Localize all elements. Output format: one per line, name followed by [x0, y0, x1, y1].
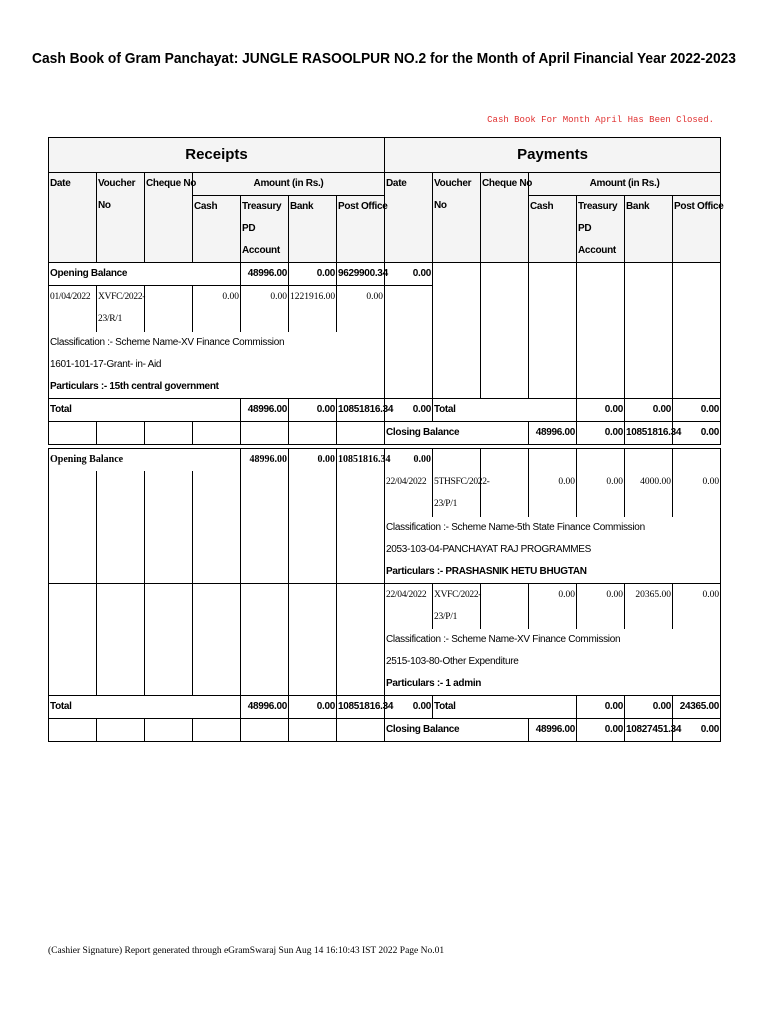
- closing-post-office: 0.00: [673, 719, 721, 742]
- col-treasury: Treasury PD Account: [241, 196, 289, 263]
- payments-total-label: Total: [433, 398, 577, 421]
- col-date: Date: [385, 173, 433, 263]
- col-date: Date: [49, 173, 97, 263]
- receipt-treasury: 0.00: [241, 286, 289, 332]
- closing-cash: 48996.00: [529, 719, 577, 742]
- opening-treasury: 0.00: [289, 448, 337, 471]
- col-post-office: Post Office: [337, 196, 385, 263]
- page-title: Cash Book of Gram Panchayat: JUNGLE RASOOLPUR NO.2 for the Month of April Financial Year 2022-2023: [32, 50, 736, 67]
- receipt-particulars: Particulars :- 15th central government: [49, 376, 385, 399]
- payments-heading: Payments: [385, 138, 721, 173]
- payments-total-bank: 0.00: [673, 398, 721, 421]
- receipts-heading: Receipts: [49, 138, 385, 173]
- payment-bank: 4000.00: [625, 471, 673, 517]
- receipts-total-post-office: 0.00: [385, 398, 433, 421]
- col-voucher: Voucher No: [433, 173, 481, 263]
- cash-book-table: [48, 137, 724, 742]
- opening-treasury: 0.00: [289, 263, 337, 286]
- closing-balance-label: Closing Balance: [385, 421, 529, 444]
- report-footer: (Cashier Signature) Report generated through eGramSwaraj Sun Aug 14 16:10:43 IST 2022 Page No.01: [48, 946, 445, 956]
- receipts-total-treasury: 0.00: [289, 696, 337, 719]
- col-post-office: Post Office: [673, 196, 721, 263]
- head-of-account: 1601-101-17-Grant- in- Aid: [50, 358, 162, 370]
- payment-treasury: 0.00: [577, 583, 625, 629]
- receipt-date: 01/04/2022: [49, 286, 97, 332]
- closing-post-office: 0.00: [673, 421, 721, 444]
- closing-bank: 10851816.34: [625, 421, 673, 444]
- opening-balance-label: Opening Balance: [49, 448, 241, 471]
- payment-particulars: Particulars :- 1 admin: [385, 673, 721, 696]
- payment-date: 22/04/2022: [385, 583, 433, 629]
- total-label: Total: [49, 696, 241, 719]
- opening-bank: 10851816.34: [337, 448, 385, 471]
- closing-treasury: 0.00: [577, 719, 625, 742]
- opening-cash: 48996.00: [241, 263, 289, 286]
- payments-total-cash: 0.00: [577, 696, 625, 719]
- classification-text: Classification :- Scheme Name-5th State Finance Commission: [386, 521, 645, 533]
- payments-total-bank: 24365.00: [673, 696, 721, 719]
- col-cash: Cash: [529, 196, 577, 263]
- payment-post-office: 0.00: [673, 471, 721, 517]
- receipt-cash: 0.00: [193, 286, 241, 332]
- receipts-total-post-office: 0.00: [385, 696, 433, 719]
- payment-treasury: 0.00: [577, 471, 625, 517]
- receipt-post-office: 0.00: [337, 286, 385, 332]
- receipts-total-treasury: 0.00: [289, 398, 337, 421]
- payment-date: 22/04/2022: [385, 471, 433, 517]
- receipts-total-bank: 10851816.34: [337, 398, 385, 421]
- receipts-total-bank: 10851816.34: [337, 696, 385, 719]
- receipt-classification: [49, 332, 385, 376]
- opening-cash: 48996.00: [241, 448, 289, 471]
- payment-post-office: 0.00: [673, 583, 721, 629]
- payments-total-treasury: 0.00: [625, 398, 673, 421]
- opening-post-office: 0.00: [385, 448, 433, 471]
- payment-cash: 0.00: [529, 471, 577, 517]
- classification-text: Classification :- Scheme Name-XV Finance Commission: [50, 336, 285, 348]
- payments-total-label: Total: [433, 696, 577, 719]
- col-voucher: Voucher No: [97, 173, 145, 263]
- payment-classification: [385, 629, 721, 673]
- payment-voucher: 5THSFC/2022-23/P/1: [433, 471, 481, 517]
- col-cheque: Cheque No: [481, 173, 529, 263]
- receipts-total-cash: 48996.00: [241, 398, 289, 421]
- closing-treasury: 0.00: [577, 421, 625, 444]
- col-treasury: Treasury PD Account: [577, 196, 625, 263]
- opening-balance-label: Opening Balance: [49, 263, 241, 286]
- col-bank: Bank: [289, 196, 337, 263]
- col-cash: Cash: [193, 196, 241, 263]
- col-cheque: Cheque No: [145, 173, 193, 263]
- col-bank: Bank: [625, 196, 673, 263]
- payments-total-treasury: 0.00: [625, 696, 673, 719]
- payment-cash: 0.00: [529, 583, 577, 629]
- closing-balance-label: Closing Balance: [385, 719, 529, 742]
- receipts-total-cash: 48996.00: [241, 696, 289, 719]
- status-note: Cash Book For Month April Has Been Closed.: [487, 115, 714, 125]
- col-amount: Amount (in Rs.): [529, 173, 721, 196]
- head-of-account: 2515-103-80-Other Expenditure: [386, 656, 519, 667]
- opening-bank: 9629900.34: [337, 263, 385, 286]
- payment-bank: 20365.00: [625, 583, 673, 629]
- payment-voucher: XVFC/2022-23/P/1: [433, 583, 481, 629]
- classification-text: Classification :- Scheme Name-XV Finance Commission: [386, 634, 621, 645]
- total-label: Total: [49, 398, 241, 421]
- receipt-voucher: XVFC/2022-23/R/1: [97, 286, 145, 332]
- col-amount: Amount (in Rs.): [193, 173, 385, 196]
- opening-post-office: 0.00: [385, 263, 433, 286]
- closing-cash: 48996.00: [529, 421, 577, 444]
- head-of-account: 2053-103-04-PANCHAYAT RAJ PROGRAMMES: [386, 543, 592, 555]
- payment-particulars: Particulars :- PRASHASNIK HETU BHUGTAN: [385, 561, 721, 584]
- payment-classification: [385, 517, 721, 561]
- payments-total-cash: 0.00: [577, 398, 625, 421]
- receipt-bank: 1221916.00: [289, 286, 337, 332]
- closing-bank: 10827451.34: [625, 719, 673, 742]
